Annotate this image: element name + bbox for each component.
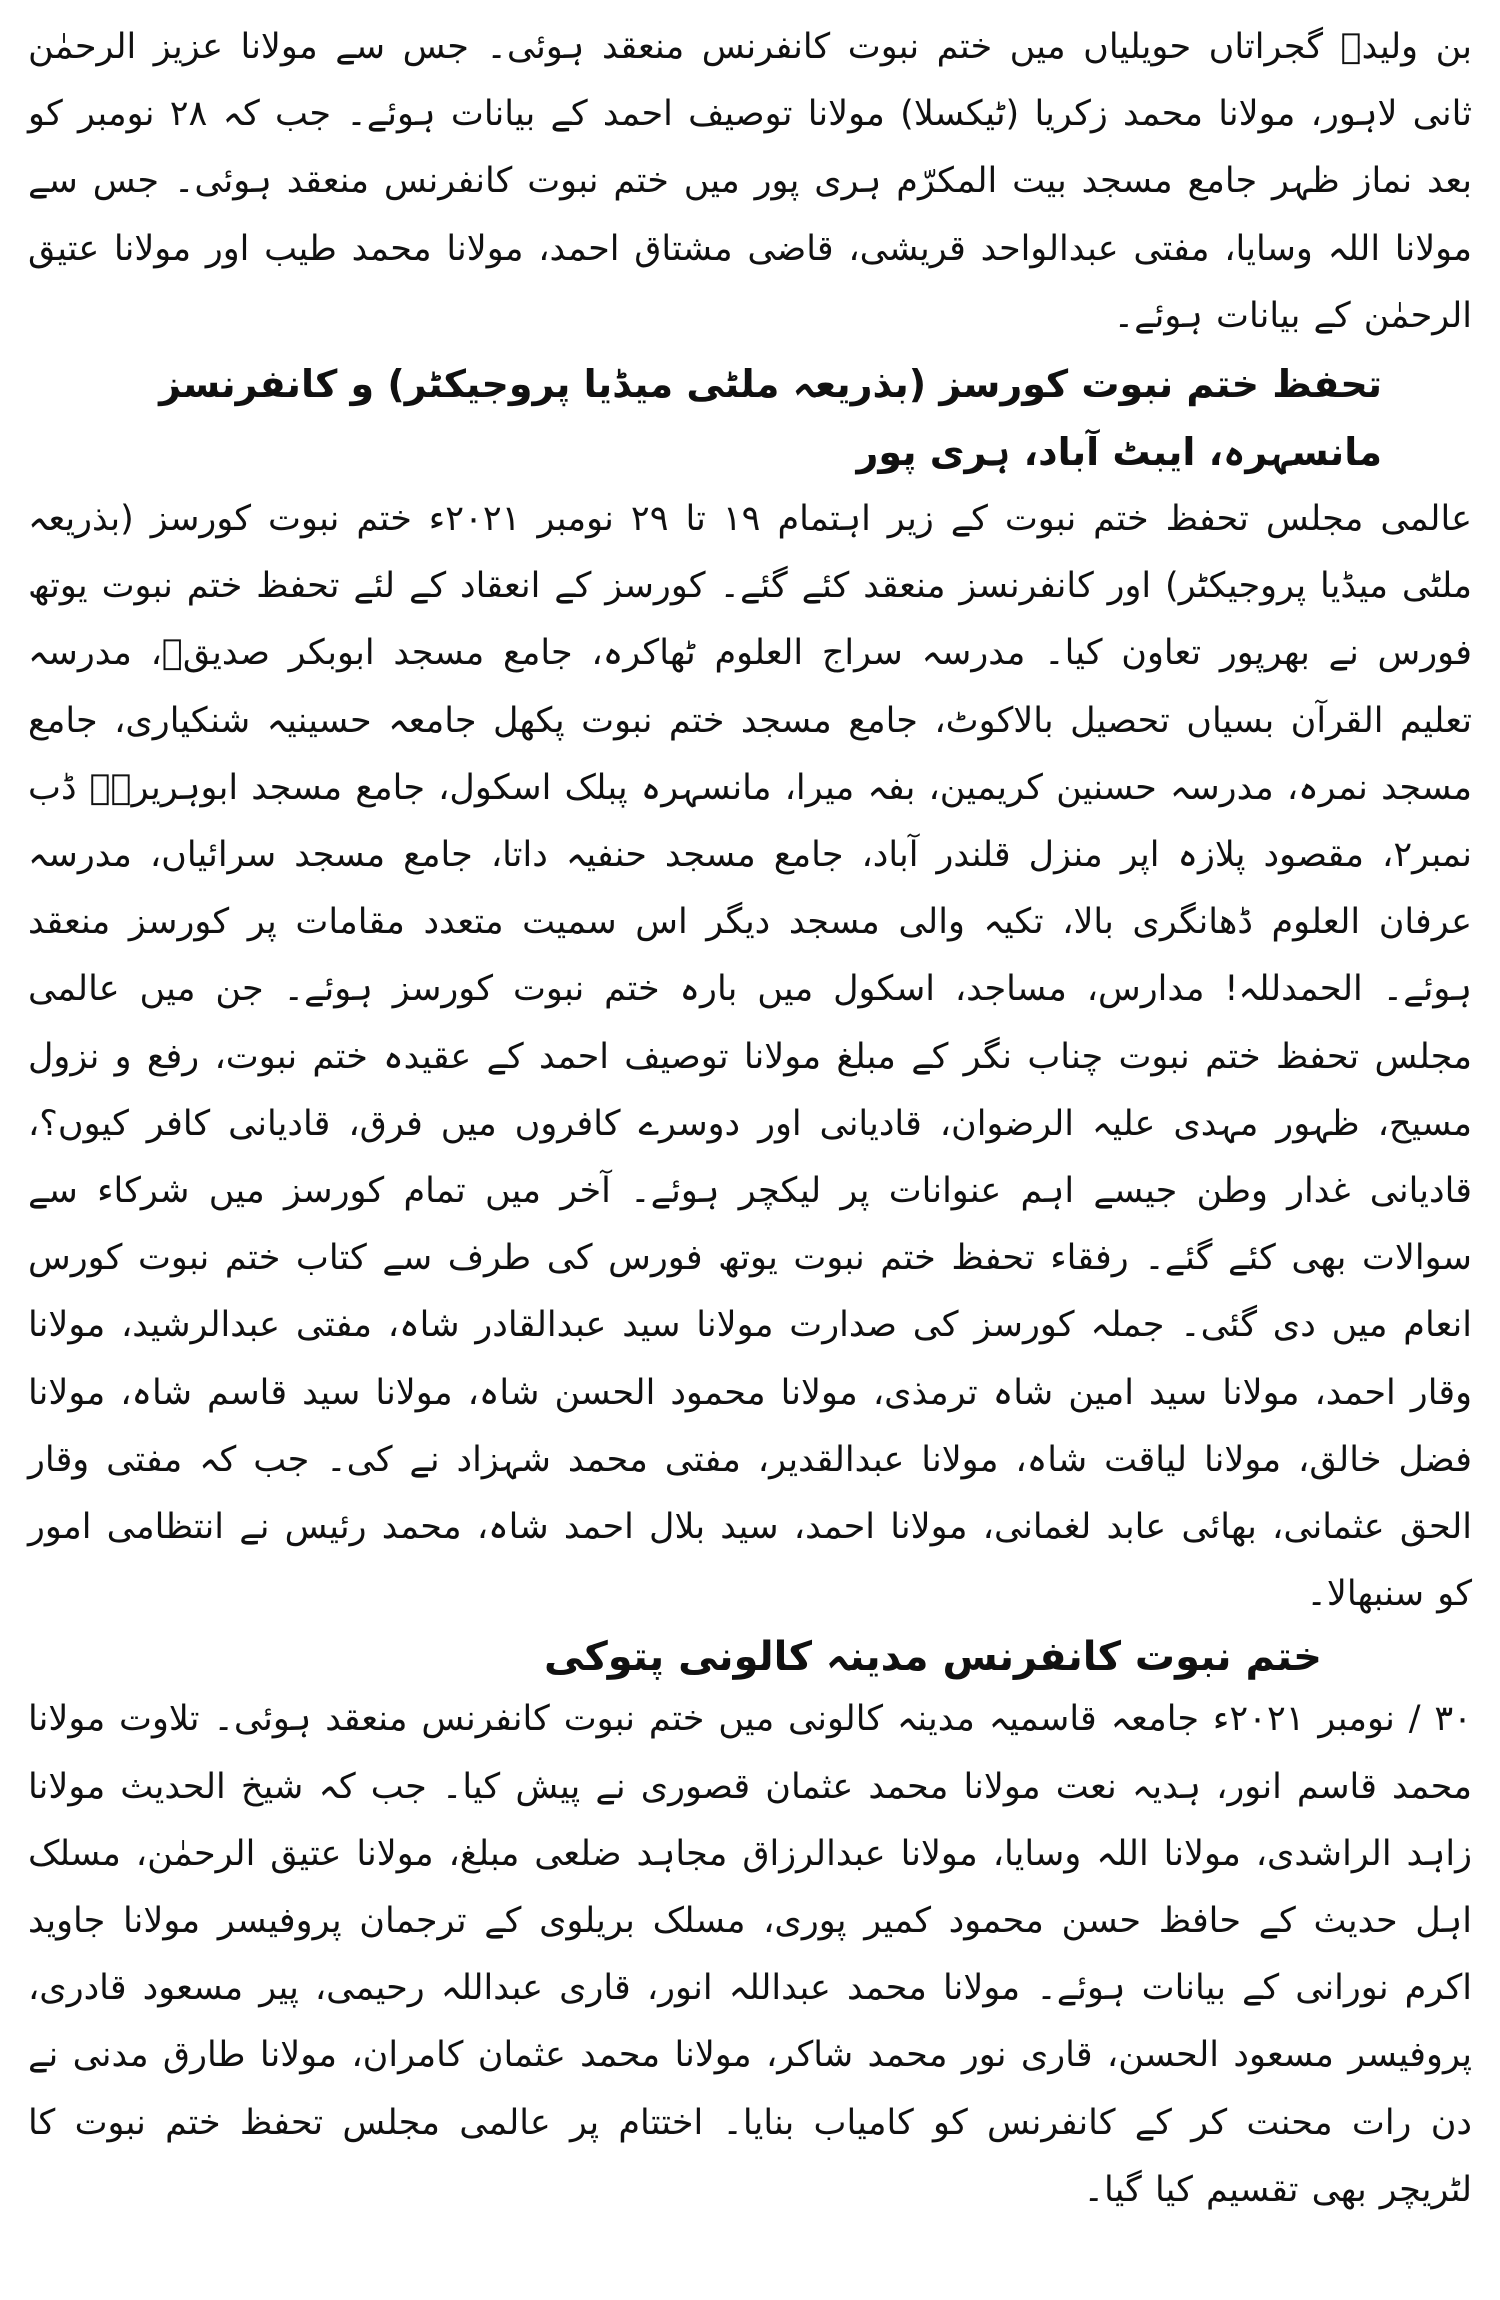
courses-paragraph: عالمی مجلس تحفظ ختم نبوت کے زیر اہتمام ۱۹ تا ۲۹ نومبر ۲۰۲۱ء ختم نبوت کورسز (بذریعہ ملٹی میڈیا پروجیکٹر) اور کانفرنسز منعقد کئے گئے۔ کورسز کے انعقاد کے لئے تحفظ ختم نبوت یوتھ فورس نے بھرپور تعاون کیا۔ مدرسہ سراج العلوم ٹھاکرہ، جامع مسجد ابوبکر صدیقؓ، مدرسہ تعلیم القرآن بسیاں تحصیل بالاکوٹ، جامع مسجد ختم نبوت پکھل جامعہ حسینیہ شنکیاری، جامع مسجد نمرہ، مدرسہ حسنین کریمین، بفہ میرا، مانسہرہ پبلک اسکول، جامع مسجد ابوہریرہؓ ڈب نمبر۲، مقصود پلازہ اپر منزل قلندر آباد، جامع مسجد حنفیہ داتا، جامع مسجد سرائیاں، مدرسہ عرفان العلوم ڈھانگری بالا، تکیہ والی مسجد دیگر اس سمیت متعدد مقامات پر کورسز منعقد ہوئے۔ الحمدللہ! مدارس، مساجد، اسکول میں بارہ ختم نبوت کورسز ہوئے۔ جن میں عالمی مجلس تحفظ ختم نبوت چناب نگر کے مبلغ مولانا توصیف احمد کے عقیدہ ختم نبوت، رفع و نزول مسیح، ظہور مہدی علیہ الرضوان، قادیانی اور دوسرے کافروں میں فرق، قادیانی کافر کیوں؟، قادیانی غدار وطن جیسے اہم عنوانات پر لیکچر ہوئے۔ آخر میں تمام کورسز میں شرکاء سے سوالات بھی کئے گئے۔ رفقاء تحفظ ختم نبوت یوتھ فورس کی طرف سے کتاب ختم نبوت کورس انعام میں دی گئی۔ جملہ کورسز کی صدارت مولانا سید عبدالقادر شاہ، مفتی عبدالرشید، مولانا وقار احمد، مولانا سید امین شاہ ترمذی، مولانا محمود الحسن شاہ، مولانا سید قاسم شاہ، مولانا فضل خالق، مولانا لیاقت شاہ، مولانا عبدالقدیر، مفتی محمد شہزاد نے کی۔ جب کہ مفتی وقار الحق عثمانی، بھائی عابد لغمانی، مولانا احمد، سید بلال احمد شاہ، محمد رئیس نے انتظامی امور کو سنبھالا۔ xyxy=(28,499,1473,1615)
pattoki-paragraph: ۳۰ / نومبر ۲۰۲۱ء جامعہ قاسمیہ مدینہ کالونی میں ختم نبوت کانفرنس منعقد ہوئی۔ تلاوت مولانا محمد قاسم انور، ہدیہ نعت مولانا محمد عثمان قصوری نے پیش کیا۔ جب کہ شیخ الحدیث مولانا زاہد الراشدی، مولانا اللہ وسایا، مولانا عبدالرزاق مجاہد ضلعی مبلغ، مولانا عتیق الرحمٰن، مسلک اہل حدیث کے حافظ حسن محمود کمیر پوری، مسلک بریلوی کے ترجمان پروفیسر مولانا جاوید اکرم نورانی کے بیانات ہوئے۔ مولانا محمد عبداللہ انور، قاری عبداللہ رحیمی، پیر مسعود قادری، پروفیسر مسعود الحسن، قاری نور محمد شاکر، مولانا محمد عثمان کامران، مولانا طارق مدنی نے دن رات محنت کر کے کانفرنس کو کامیاب بنایا۔ اختتام پر عالمی مجلس تحفظ ختم نبوت کا لٹریچر بھی تقسیم کیا گیا۔ xyxy=(28,1699,1472,2210)
section-heading-pattoki xyxy=(28,1628,1472,1686)
section-heading-courses: تحفظ ختم نبوت کورسز (بذریعہ ملٹی میڈیا پروجیکٹر) و کانفرنسز مانسہرہ، ایبٹ آباد، ہری پور xyxy=(159,362,1382,475)
intro-paragraph: بن ولیدؓ گجراتاں حویلیاں میں ختم نبوت کانفرنس منعقد ہوئی۔ جس سے مولانا عزیز الرحمٰن ثانی لاہور، مولانا محمد زکریا (ٹیکسلا) مولانا توصیف احمد کے بیانات ہوئے۔ جب کہ ۲۸ نومبر کو بعد نماز ظہر جامع مسجد بیت المکرّم ہری پور میں ختم نبوت کانفرنس منعقد ہوئی۔ جس سے مولانا اللہ وسایا، مفتی عبدالواحد قریشی، قاضی مشتاق احمد، مولانا محمد طیب اور مولانا عتیق الرحمٰن کے بیانات ہوئے۔ xyxy=(28,27,1473,336)
section-heading-pattoki-text: ختم نبوت کانفرنس مدینہ کالونی پتوکی xyxy=(544,1634,1322,1681)
